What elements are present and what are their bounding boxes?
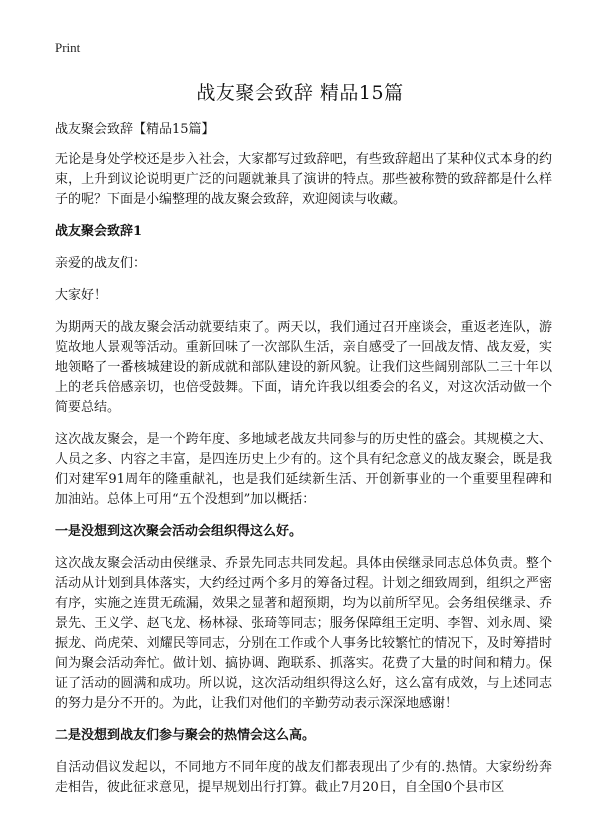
- greeting-line: 大家好！: [55, 288, 108, 303]
- article-subtitle: 战友聚会致辞【精品15篇】: [55, 122, 215, 137]
- point-heading: 二是没想到战友们参与聚会的热情会这么高。: [55, 728, 316, 743]
- point-heading: 一是没想到这次聚会活动会组织得这么好。: [55, 524, 303, 539]
- greeting-line: 亲爱的战友们：: [55, 256, 147, 271]
- section-heading: 战友聚会致辞1: [55, 224, 143, 239]
- body-paragraph: 自活动倡议发起以，不同地方不同年度的战友们都表现出了少有的.热情。大家纷纷奔走相告，彼此征求意见，提早规划出行打算。截止7月20日，自全国0个县市区: [55, 760, 552, 795]
- page-title: 战友聚会致辞 精品15篇: [196, 82, 404, 104]
- intro-paragraph: 无论是身处学校还是步入社会，大家都写过致辞吧，有些致辞超出了某种仪式本身的约束，上升到议论说明更广泛的问题就兼具了演讲的特点。那些被称赞的致辞都是什么样子的呢？下面是小编整理的战友聚会致辞，欢迎阅读与收藏。: [55, 152, 552, 207]
- print-link[interactable]: Print: [55, 40, 81, 55]
- article-body: [55, 120, 552, 810]
- body-paragraph: 这次战友聚会活动由侯继录、乔景先同志共同发起。具体由侯继录同志总体负责。整个活动从计划到具体落实，大约经过两个多月的筹备过程。计划之细致周到，组织之严密有序，实施之连贯无疏漏，效果之显著和超预期，均为以前所罕见。会务组侯继录、乔景先、王义学、赵飞龙、杨林禄、张琦等同志；服务保障组王定明、李智、刘永周、梁振龙、尚虎荣、刘耀民等同志，分别在工作或个人事务比较繁忙的情况下，及时筹措时间为聚会活动奔忙。做计划、搞协调、跑联系、抓落实。花费了大量的时间和精力。保证了活动的圆满和成功。所以说，这次活动组织得这么好，这么富有成效，与上述同志的努力是分不开的。为此，让我们对他们的辛勤劳动表示深深地感谢！: [55, 556, 552, 711]
- body-paragraph: 这次战友聚会，是一个跨年度、多地域老战友共同参与的历史性的盛会。其规模之大、人员之多、内容之丰富，是四连历史上少有的。这个具有纪念意义的战友聚会，既是我们对建军91周年的隆重献礼，也是我们延续新生活、开创新事业的一个重要里程碑和加油站。总体上可用“五个没想到”加以概括：: [55, 432, 552, 507]
- body-paragraph: 为期两天的战友聚会活动就要结束了。两天以，我们通过召开座谈会，重返老连队，游览故地人景观等活动。重新回味了一次部队生活，亲自感受了一回战友情、战友爱，实地领略了一番核城建设的新成就和部队建设的新风貌。让我们这些阔别部队二三十年以上的老兵倍感亲切，也倍受鼓舞。下面，请允许我以组委会的名义，对这次活动做一个简要总结。: [55, 320, 552, 415]
